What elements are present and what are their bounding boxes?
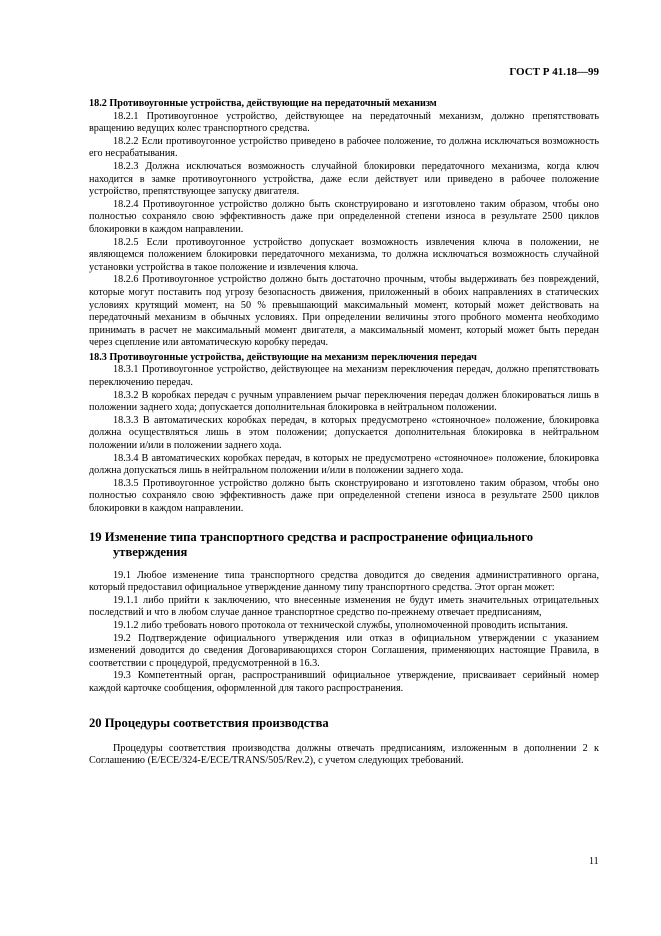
- paragraph-19-1-2: 19.1.2 либо требовать нового протокола от технической службы, уполномоченной проводить испытания.: [113, 619, 568, 631]
- paragraph-19-2: 19.2 Подтверждение официального утверждения или отказ в официальном утверждении с указанием изменений доводится до сведения Договаривающихся сторон Соглашения, применяющих настоящие Правила, в соответствии с процедурой, предусмотренной в 16.3.: [89, 632, 599, 669]
- paragraph-18-3-2: 18.3.2 В коробках передач с ручным управлением рычаг переключения передач должен блокироваться лишь в положении заднего хода; допускается дополнительная блокировка в нейтральном положении.: [89, 389, 599, 414]
- paragraph-18-3-1: 18.3.1 Противоугонное устройство, действующее на механизм переключения передач, должно препятствовать переключению передач.: [89, 364, 599, 389]
- paragraph-18-2-3: 18.2.3 Должна исключаться возможность случайной блокировки передаточного механизма, когда ключ находится в замке противоугонного устройства, даже если действует или приведено в рабочее положение устройство, препятствующее запуску двигателя.: [89, 160, 599, 198]
- paragraph-18-3-5: 18.3.5 Противоугонное устройство должно быть сконструировано и изготовлено таким образом, чтобы оно полностью сохраняло свою эффективность даже при определенной степени износа в результате 2500 циклов блокировки в каждом направлении.: [89, 477, 599, 514]
- paragraph-18-2-6: 18.2.6 Противоугонное устройство должно быть достаточно прочным, чтобы выдерживать без повреждений, которые могут поставить под угрозу безопасность движения, приложенный в обоих направлениях в статических условиях крутящий момент, на 50 % превышающий максимальный момент, который может действовать на передаточный механизм в обычных условиях. При определении величины этого пробного момента необходимо принимать в расчет не максимальный момент двигателя, а максимальный момент, который может быть передан через сцепление или автоматическую коробку передач.: [89, 274, 599, 349]
- section-18-3-title: 18.3 Противоугонные устройства, действующие на механизм переключения передач: [89, 351, 477, 363]
- paragraph-18-3-4: 18.3.4 В автоматических коробках передач, в которых не предусмотрено «стояночное» положение, блокировка должна допускаться лишь в нейтральном положении и/или в положении заднего хода.: [89, 452, 599, 477]
- paragraph-18-3-3: 18.3.3 В автоматических коробках передач, в которых предусмотрено «стояночное» положение, блокировка должна осуществляться лишь в этом положении; допускается дополнительная блокировка в нейтральном положении и/или в положении заднего хода.: [89, 414, 599, 452]
- section-20-heading: 20 Процедуры соответствия производства: [89, 715, 329, 730]
- page-content: [89, 96, 599, 768]
- paragraph-19-1-1: 19.1.1 либо прийти к заключению, что внесенные изменения не будут иметь значительных отрицательных последствий и что в любом случае данное транспортное средство по-прежнему отвечает предписаниям,: [89, 594, 599, 619]
- paragraph-19-3: 19.3 Компетентный орган, распространивший официальное утверждение, присваивает серийный номер каждой карточке сообщения, оформленной для такого распространения.: [89, 670, 599, 694]
- page-number: 11: [589, 856, 599, 867]
- paragraph-18-2-2: 18.2.2 Если противоугонное устройство приведено в рабочее положение, то должна исключаться возможность его несрабатывания.: [89, 135, 599, 160]
- paragraph-18-2-5: 18.2.5 Если противоугонное устройство допускает возможность извлечения ключа в положении, не являющемся положением блокировки передаточного механизма, то должна исключаться возможность случайной установки устройства в такое положение и извлечения ключа.: [89, 236, 599, 273]
- paragraph-18-2-1: 18.2.1 Противоугонное устройство, действующее на передаточный механизм, должно препятствовать вращению ведущих колес транспортного средства.: [89, 110, 599, 135]
- document-code-header: ГОСТ Р 41.18—99: [509, 66, 599, 78]
- paragraph-19-1: 19.1 Любое изменение типа транспортного средства доводится до сведения административного органа, который предоставил официальное утверждение данному типу транспортного средства. Этот орган может:: [89, 569, 599, 594]
- paragraph-18-2-4: 18.2.4 Противоугонное устройство должно быть сконструировано и изготовлено таким образом, чтобы оно полностью сохраняло свою эффективность даже при определенной степени износа в результате 2500 циклов блокировки в каждом направлении.: [89, 198, 599, 235]
- section-19-heading: 19 Изменение типа транспортного средства и распространение официального утверждения: [89, 529, 534, 559]
- section-18-2-title: 18.2 Противоугонные устройства, действующие на передаточный механизм: [89, 98, 437, 109]
- paragraph-20-intro: Процедуры соответствия производства должны отвечать предписаниям, изложенным в дополнении 2 к Соглашению (E/ECE/324-E/ECE/TRANS/505/Rev.2), с учетом следующих требований.: [89, 742, 599, 767]
